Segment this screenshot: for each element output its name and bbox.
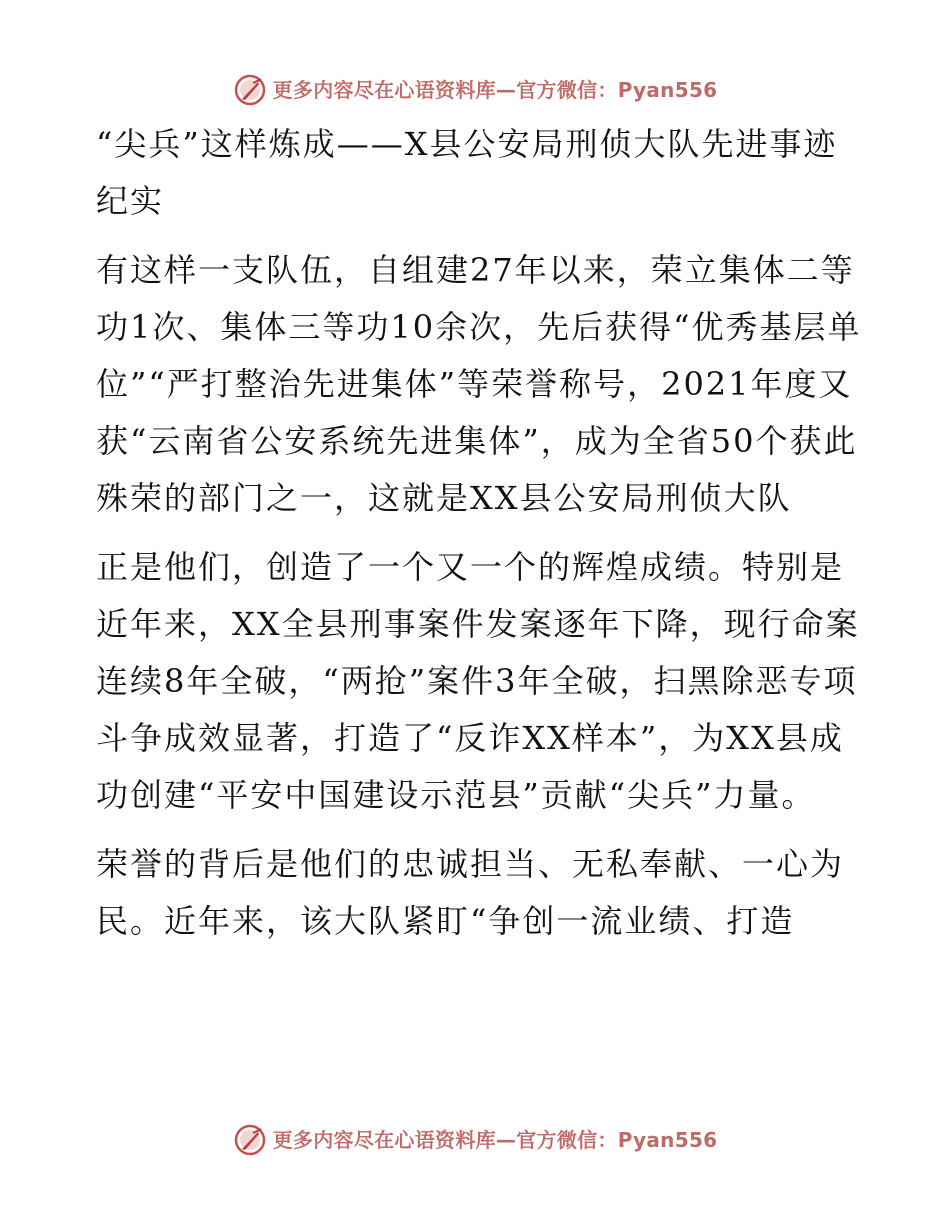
paragraph-2: 正是他们，创造了一个又一个的辉煌成绩。特别是近年来，XX全县刑事案件发案逐年下降，现行命案连续8年全破，“两抢”案件3年全破，扫黑除恶专项斗争成效显著，打造了“反诈XX样本”，为XX县成功创建“平安中国建设示范县”贡献“尖兵”力量。	[96, 548, 860, 814]
document-body	[96, 116, 866, 950]
watermark-footer-text: 更多内容尽在心语资料库—官方微信：Pyan556	[272, 1128, 718, 1152]
watermark-header-text: 更多内容尽在心语资料库—官方微信：Pyan556	[272, 78, 718, 102]
paragraph-3: 荣誉的背后是他们的忠诚担当、无私奉献、一心为民。近年来，该大队紧盯“争创一流业绩、打造	[96, 845, 845, 940]
watermark-footer	[0, 1118, 950, 1162]
watermark-header-inner	[233, 73, 718, 107]
pen-feather-icon	[233, 1123, 267, 1157]
watermark-header	[0, 68, 950, 112]
pen-feather-icon	[233, 73, 267, 107]
document-title: “尖兵”这样炼成——X县公安局刑侦大队先进事迹纪实	[96, 125, 838, 220]
watermark-footer-inner	[233, 1123, 718, 1157]
paragraph-1: 有这样一支队伍，自组建27年以来，荣立集体二等功1次、集体三等功10余次，先后获得“优秀基层单位”“严打整治先进集体”等荣誉称号，2021年度又获“云南省公安系统先进集体”，成为全省50个获此殊荣的部门之一，这就是XX县公安局刑侦大队	[96, 251, 862, 517]
